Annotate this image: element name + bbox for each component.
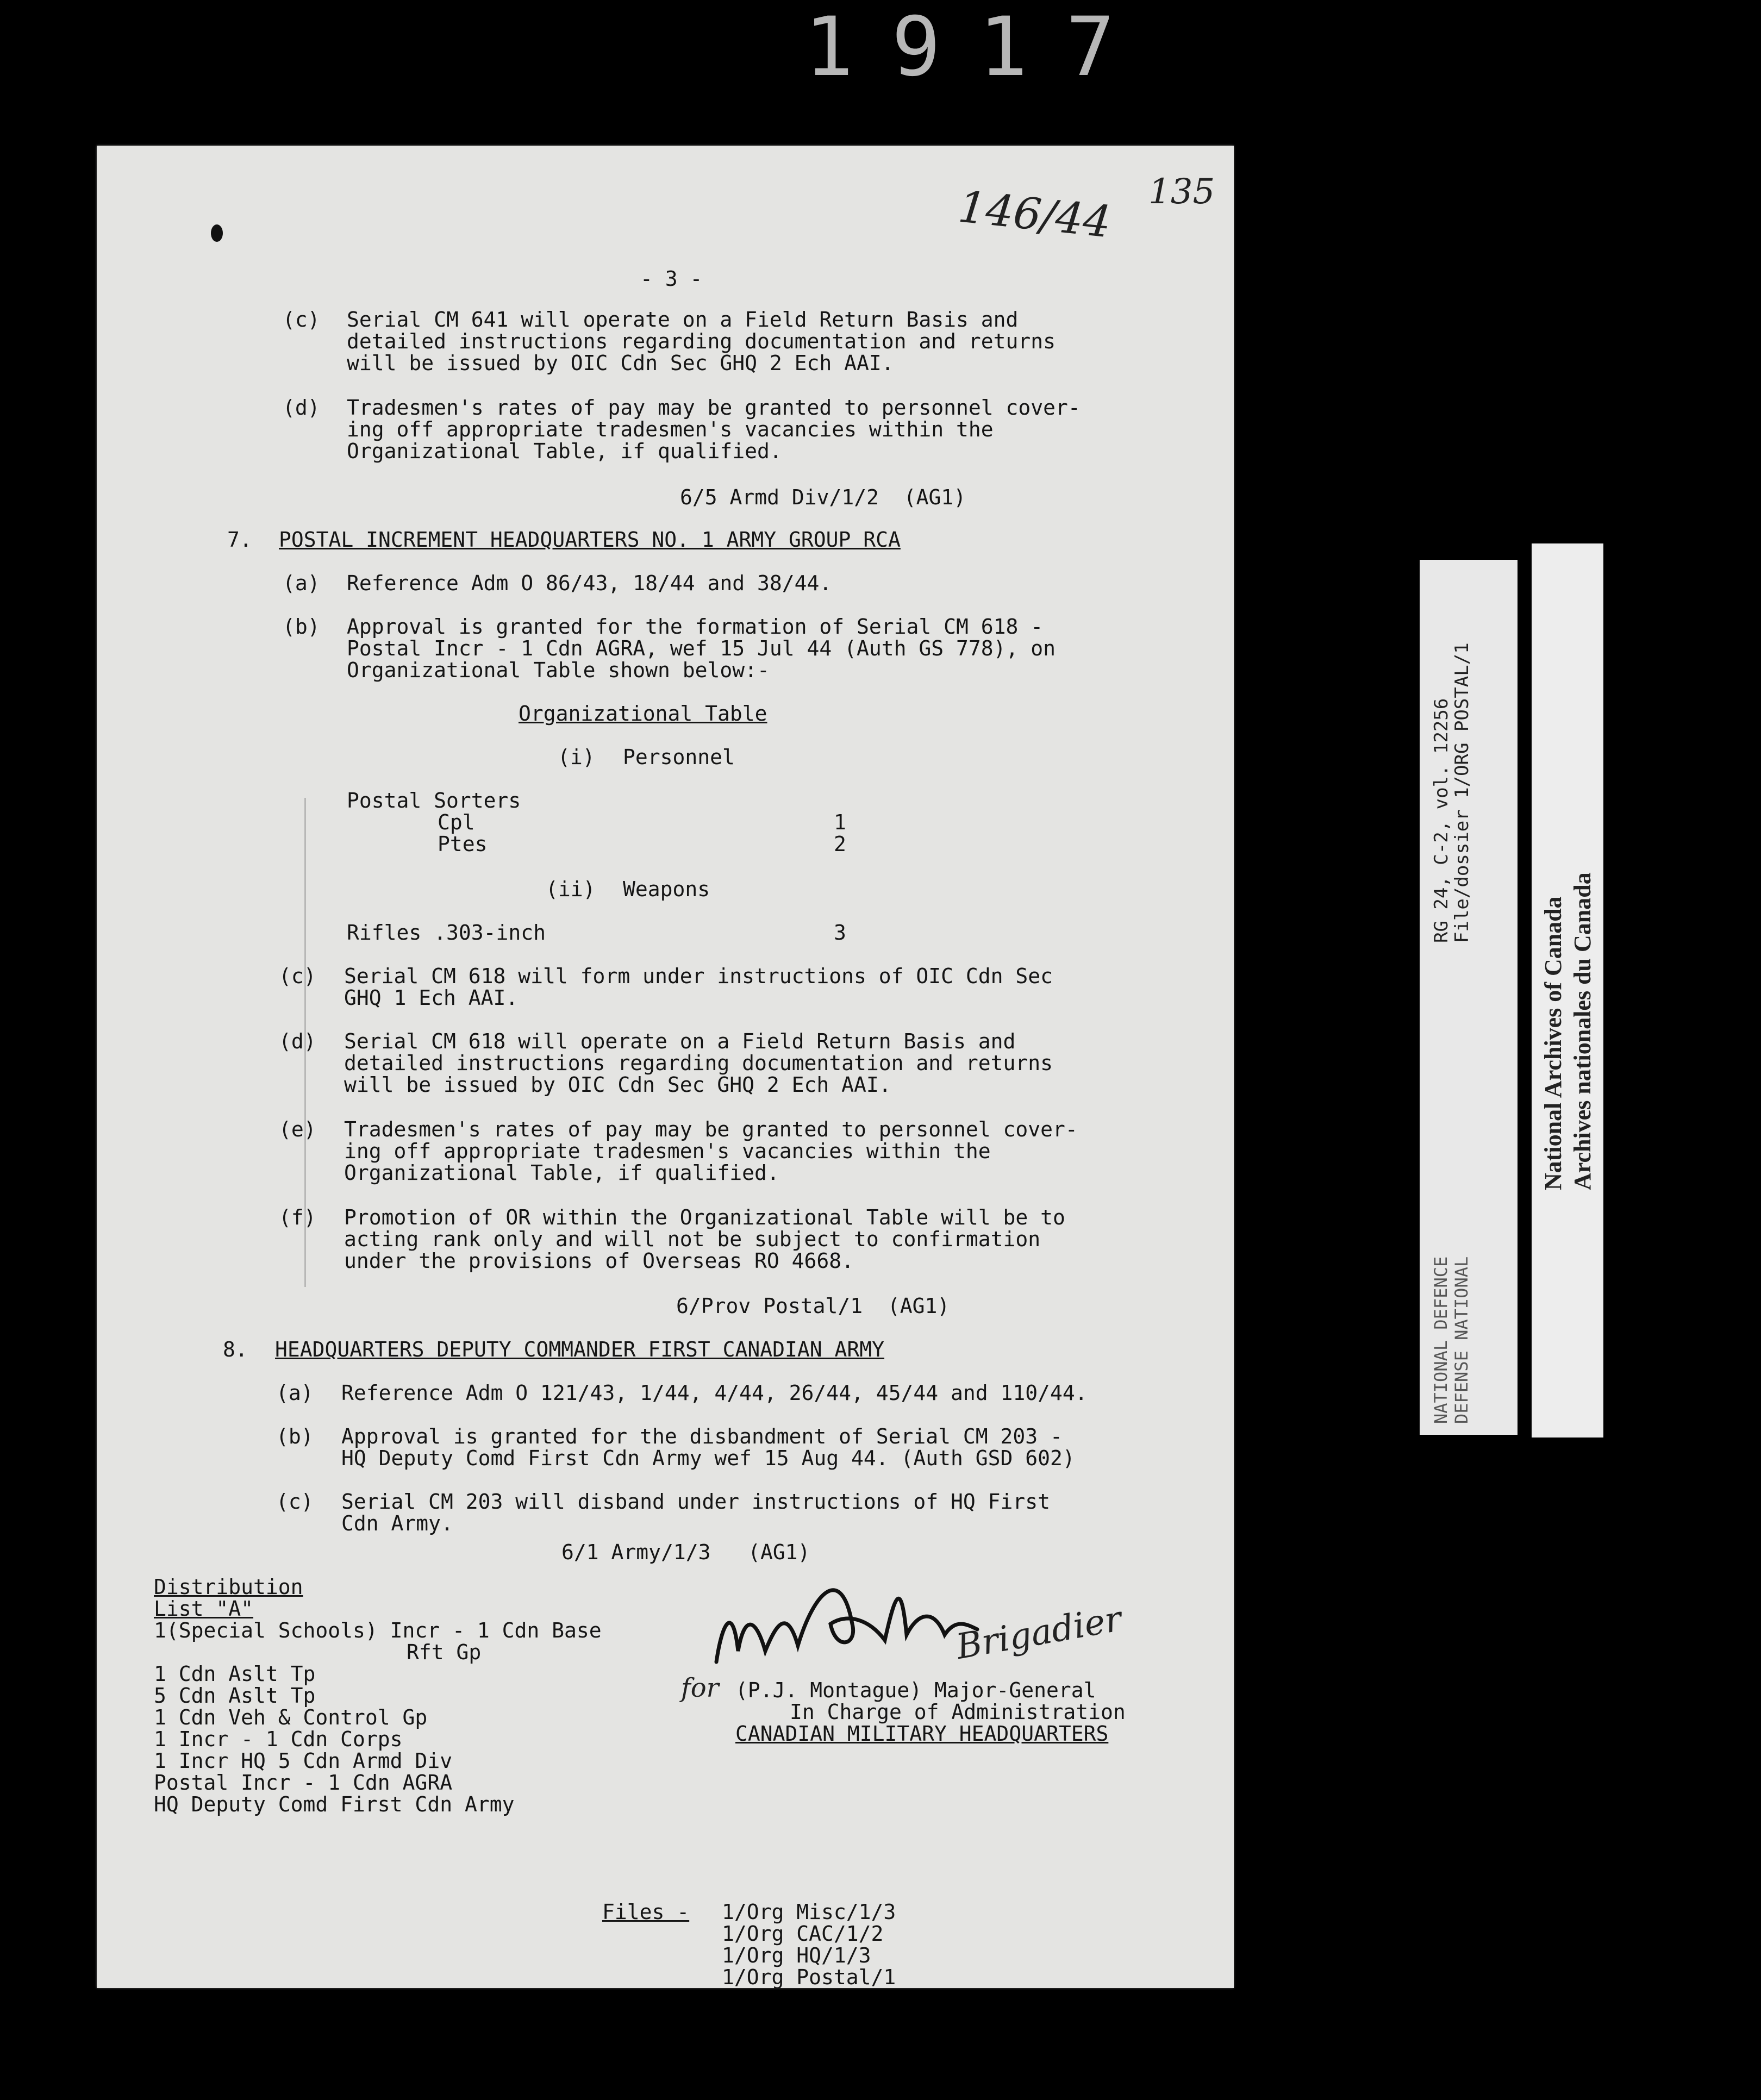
archive-reference-tab [1420,560,1518,1435]
distribution-item: 1(Special Schools) Incr - 1 Cdn Base [154,1618,602,1642]
archives-label-tab [1532,543,1603,1438]
signature-org: CANADIAN MILITARY HEADQUARTERS [735,1722,1109,1746]
line-text-30: 6/Prov Postal/1 (AG1) [676,1294,950,1318]
line-text-18: Rifles .303-inch [347,921,546,945]
line-label-31: 8. [223,1338,248,1361]
handwritten-signature [705,1559,988,1689]
line-label-13: (i) [558,745,595,769]
handwritten-folio: 135 [1148,172,1215,212]
line-label-0: (c) [283,308,320,332]
line-text-13: Personnel [623,745,735,769]
distribution-item: 1 Incr - 1 Cdn Corps [154,1727,403,1751]
line-value-18: 3 [834,921,846,945]
distribution-title: Distribution [154,1575,303,1599]
line-text-19: Serial CM 618 will form under instructions of OIC Cdn Sec [344,964,1053,988]
archive-dept-en: NATIONAL DEFENCE [1431,1256,1451,1424]
line-text-15: Cpl [438,810,475,834]
line-label-9: (b) [283,615,320,639]
line-text-14: Postal Sorters [347,789,521,812]
line-label-33: (b) [276,1424,314,1448]
distribution-item: Postal Incr - 1 Cdn AGRA [154,1771,453,1795]
line-text-17: Weapons [623,877,710,901]
line-value-15: 1 [834,810,846,834]
line-label-3: (d) [283,396,320,420]
line-text-11: Organizational Table shown below:- [347,658,770,682]
distribution-item: 5 Cdn Aslt Tp [154,1684,316,1708]
line-text-23: will be issued by OIC Cdn Sec GHQ 2 Ech AAI. [344,1073,891,1097]
document-page [97,146,1234,1988]
line-text-20: GHQ 1 Ech AAI. [344,986,519,1010]
page-number: - 3 - [640,267,703,291]
distribution-item: Rft Gp [407,1640,482,1664]
line-label-27: (f) [279,1205,316,1229]
line-label-21: (d) [279,1029,316,1053]
distribution-item: HQ Deputy Comd First Cdn Army [154,1792,515,1816]
line-text-31: HEADQUARTERS DEPUTY COMMANDER FIRST CANADIAN ARMY [275,1338,885,1361]
line-text-0: Serial CM 641 will operate on a Field Return Basis and [347,308,1019,332]
archive-ref-file: File/dossier 1/ORG POSTAL/1 [1451,642,1473,943]
line-text-21: Serial CM 618 will operate on a Field Return Basis and [344,1029,1016,1053]
line-text-33: Approval is granted for the disbandment of Serial CM 203 - [341,1424,1063,1448]
signature-name: (P.J. Montague) Major-General [735,1678,1096,1702]
line-text-9: Approval is granted for the formation of Serial CM 618 - [347,615,1044,639]
line-text-26: Organizational Table, if qualified. [344,1161,779,1185]
archive-ref-rg: RG 24, C-2, vol. 12256 [1431,698,1452,943]
signature-for: for [681,1673,719,1703]
file-item: 1/Org CAC/1/2 [722,1922,884,1946]
line-text-16: Ptes [438,832,488,856]
distribution-item: 1 Cdn Aslt Tp [154,1662,316,1686]
handwritten-file-ref: 146/44 [956,181,1114,248]
file-item: 1/Org Misc/1/3 [722,1900,896,1924]
signature-title-handwritten: Brigadier [953,1598,1125,1668]
line-text-29: under the provisions of Overseas RO 4668. [344,1249,854,1273]
line-value-16: 2 [834,832,846,856]
signature-role: In Charge of Administration [790,1700,1126,1724]
archives-label-fr: Archives nationales du Canada [1569,872,1596,1190]
archives-label-en: National Archives of Canada [1540,896,1566,1190]
line-text-34: HQ Deputy Comd First Cdn Army wef 15 Aug 44. (Auth GSD 602) [341,1446,1075,1470]
line-text-8: Reference Adm O 86/43, 18/44 and 38/44. [347,571,832,595]
distribution-item: 1 Incr HQ 5 Cdn Armd Div [154,1749,453,1773]
line-text-27: Promotion of OR within the Organizational Table will be to [344,1205,1065,1229]
line-text-22: detailed instructions regarding documentation and returns [344,1051,1053,1075]
line-text-35: Serial CM 203 will disband under instructions of HQ First [341,1490,1051,1514]
line-label-7: 7. [227,528,252,552]
line-text-1: detailed instructions regarding documentation and returns [347,329,1056,353]
line-text-10: Postal Incr - 1 Cdn AGRA, wef 15 Jul 44 (Auth GS 778), on [347,636,1056,660]
line-text-36: Cdn Army. [341,1511,453,1535]
file-item: 1/Org HQ/1/3 [722,1943,871,1967]
line-text-5: Organizational Table, if qualified. [347,439,782,463]
distribution-item: 1 Cdn Veh & Control Gp [154,1705,428,1729]
distribution-list: List "A" [154,1597,254,1621]
file-item: 1/Org Postal/1 [722,1965,896,1989]
archive-dept-fr: DEFENSE NATIONAL [1451,1256,1472,1424]
line-label-32: (a) [276,1381,314,1405]
line-text-2: will be issued by OIC Cdn Sec GHQ 2 Ech AAI. [347,351,894,375]
line-label-8: (a) [283,571,320,595]
files-label: Files - [602,1900,690,1924]
reel-number: 1917 [804,0,1153,95]
line-text-12: Organizational Table [519,702,767,726]
line-text-28: acting rank only and will not be subject to confirmation [344,1227,1041,1251]
ink-blot [211,224,223,242]
line-text-24: Tradesmen's rates of pay may be granted to personnel cover- [344,1117,1078,1141]
line-text-4: ing off appropriate tradesmen's vacancies within the [347,417,994,441]
line-label-17: (ii) [546,877,596,901]
line-text-6: 6/5 Armd Div/1/2 (AG1) [680,485,966,509]
line-text-25: ing off appropriate tradesmen's vacancies within the [344,1139,991,1163]
line-label-35: (c) [276,1490,314,1514]
line-text-32: Reference Adm O 121/43, 1/44, 4/44, 26/44, 45/44 and 110/44. [341,1381,1088,1405]
line-text-37: 6/1 Army/1/3 (AG1) [561,1540,810,1564]
line-text-7: POSTAL INCREMENT HEADQUARTERS NO. 1 ARMY GROUP RCA [279,528,901,552]
line-text-3: Tradesmen's rates of pay may be granted to personnel cover- [347,396,1081,420]
line-label-19: (c) [279,964,316,988]
line-label-24: (e) [279,1117,316,1141]
